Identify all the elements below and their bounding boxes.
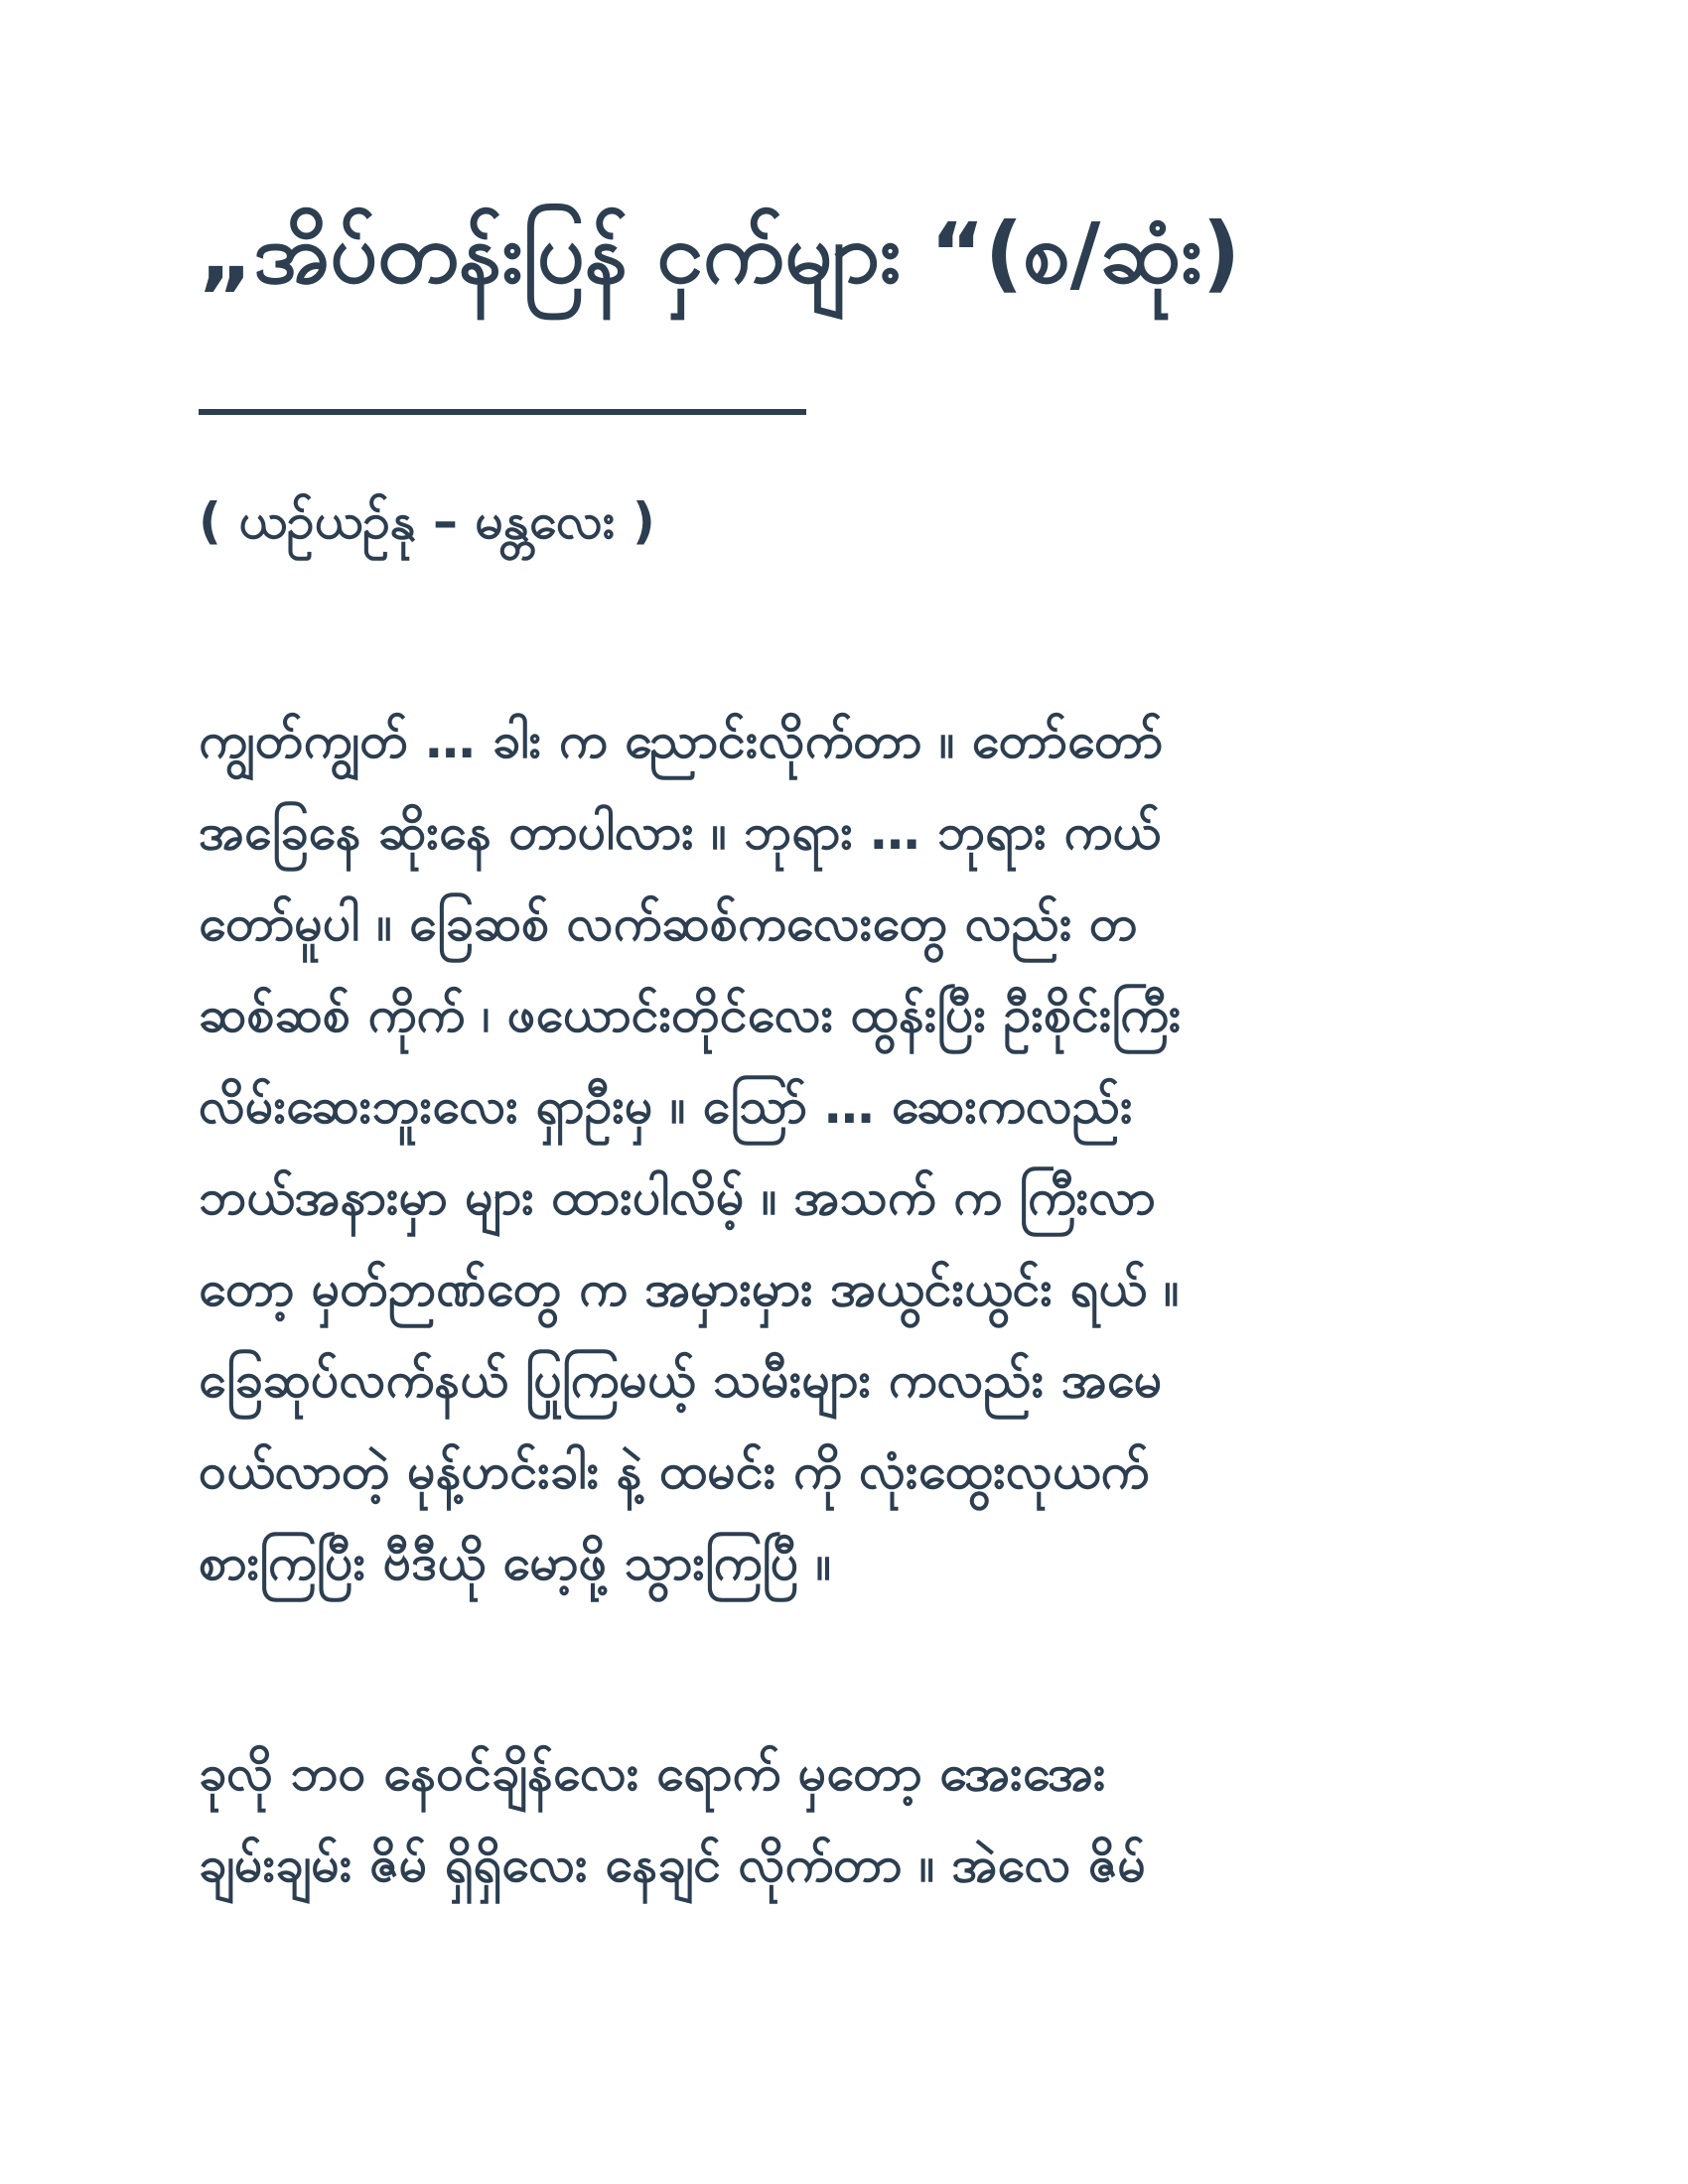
- text-line: တော်မူပါ ။ ခြေဆစ် လက်ဆစ်ကလေးတွေ လည်း တ: [199, 894, 1138, 952]
- title-underline: [199, 409, 806, 415]
- text-line: ချမ်းချမ်း ဇိမ် ရှိရှိလေး နေချင် လိုက်တာ ။ အဲလေ ဇိမ်: [199, 1836, 1147, 1893]
- text-line: လိမ်းဆေးဘူးလေး ရှာဦးမှ ။ သြော် … ဆေးကလည်း: [199, 1077, 1133, 1135]
- text-line: ဘယ်အနားမှာ များ ထားပါလိမ့် ။ အသက် က ကြီးလာ: [199, 1168, 1156, 1226]
- text-line: အခြေနေ ဆိုးနေ တာပါလား ။ ဘုရား … ဘုရား ကယ်: [199, 803, 1161, 861]
- text-line: တော့ မှတ်ဉာဏ်တွေ က အမှားမှား အယွင်းယွင်း ရယ် ။: [199, 1260, 1180, 1317]
- paragraph-2: [199, 1727, 1499, 1910]
- author-byline: ( ယဉ်ယဉ်နု – မန္တလေး ): [199, 492, 655, 550]
- text-line: ဆစ်ဆစ် ကိုက် ၊ ဖယောင်းတိုင်လေး ထွန်းပြီး ဦးစိုင်းကြီး: [199, 986, 1182, 1043]
- document-title: „အိပ်တန်းပြန် ငှက်များ “(စ/ဆုံး): [199, 205, 1241, 302]
- text-line: စားကြပြီး ဗီဒီယို မော့ဖို့ သွားကြပြီ ။: [199, 1534, 831, 1591]
- text-line: ခြေဆုပ်လက်နယ် ပြုကြမယ့် သမီးများ ကလည်း အမေ: [199, 1351, 1163, 1409]
- text-line: ခုလို ဘ၀ နေဝင်ချိန်လေး ရောက် မှတော့ အေးအေး: [199, 1744, 1106, 1802]
- document-page: [199, 0, 1499, 2184]
- text-line: ကျွတ်ကျွတ် … ခါး က ညောင်းလိုက်တာ ။ တော်တော်: [199, 712, 1164, 769]
- text-line: ဝယ်လာတဲ့ မုန့်ဟင်းခါး နဲ့ ထမင်း ကို လုံးထွေးလုယက်: [199, 1442, 1150, 1500]
- paragraph-1: [199, 695, 1499, 1608]
